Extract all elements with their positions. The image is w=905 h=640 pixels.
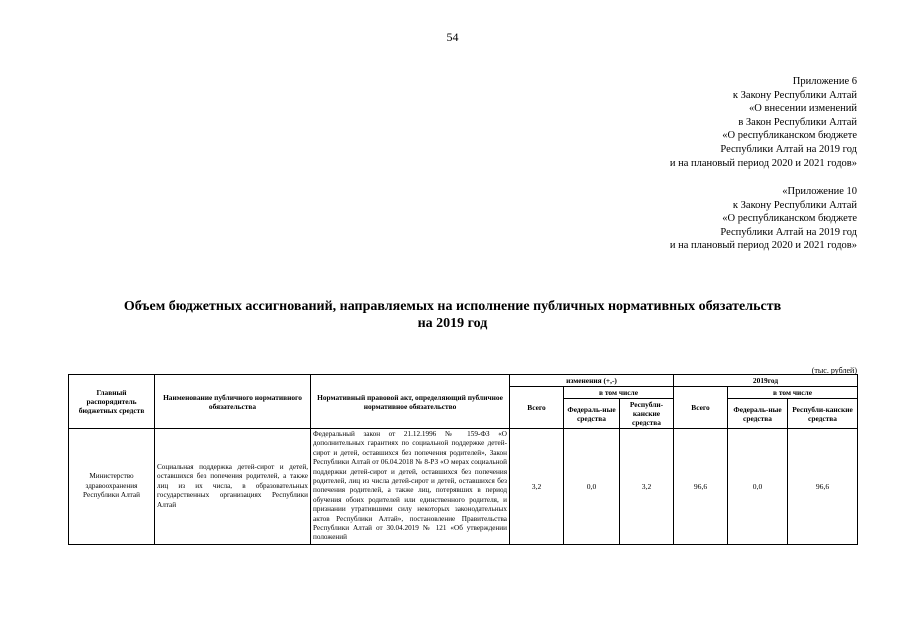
header-year-republican: Республи-канские средства bbox=[788, 399, 858, 429]
header-change-total: Всего bbox=[510, 387, 564, 429]
header-changes-group: изменения (+,-) bbox=[510, 375, 674, 387]
header-year-total: Всего bbox=[674, 387, 728, 429]
cell-obligation-name: Социальная поддержка детей-сирот и детей, оставшихся без попечения родителей, а также лиц из их числа, в образовательных государственных организациях Республики Алтай bbox=[155, 429, 311, 545]
document-title bbox=[0, 298, 905, 332]
units-note: (тыс. рублей) bbox=[811, 366, 857, 375]
appendix-line: «Приложение 10 bbox=[782, 186, 857, 197]
cell-year-federal: 0,0 bbox=[728, 429, 788, 545]
appendix-line: и на плановый период 2020 и 2021 годов» bbox=[669, 157, 857, 169]
header-year-group: 2019год bbox=[674, 375, 858, 387]
appendix-line: Республики Алтай на 2019 год bbox=[720, 143, 857, 155]
appendix-line: Приложение 6 bbox=[792, 76, 857, 87]
appendix-block-1 bbox=[670, 75, 857, 170]
header-change-republican: Республи-канские средства bbox=[620, 399, 674, 429]
cell-legal-act: Федеральный закон от 21.12.1996 № 159-ФЗ «О дополнительных гарантиях по социальной поддержке детей-сирот и детей, оставшихся без попечения родителей», Закон Республики Алтай от 06.04.2018 № 8-РЗ «О мерах социальной поддержки детей-сирот и детей, оставшихся без попечения родителей, лиц из числа детей-сирот и детей, оставшихся без попечения родителей, а также лиц, потерявших в период обучения обоих родителей или единственного родителя, и признании утратившими силу некоторых законодательных актов Республики Алтай», постановление Правительства Республики Алтай от 30.04.2019 № 121 «Об утверждении положений bbox=[311, 429, 510, 545]
header-legal-act: Нормативный правовой акт, определяющий публичное нормативное обязательство bbox=[311, 375, 510, 429]
appendix-line: к Закону Республики Алтай bbox=[732, 199, 857, 211]
cell-change-federal: 0,0 bbox=[564, 429, 620, 545]
appendix-line: Республики Алтай на 2019 год bbox=[720, 226, 857, 238]
page-number: 54 bbox=[446, 30, 459, 44]
cell-change-republican: 3,2 bbox=[620, 429, 674, 545]
header-manager: Главный распорядитель бюджетных средств bbox=[69, 375, 155, 429]
cell-change-total: 3,2 bbox=[510, 429, 564, 545]
budget-table bbox=[68, 374, 858, 545]
appendix-line: к Закону Республики Алтай bbox=[732, 89, 857, 101]
header-obligation-name: Наименование публичного нормативного обязательства bbox=[155, 375, 311, 429]
cell-year-total: 96,6 bbox=[674, 429, 728, 545]
header-year-federal: Федераль-ные средства bbox=[728, 399, 788, 429]
table-row bbox=[69, 429, 858, 545]
appendix-line: «О внесении изменений bbox=[749, 103, 857, 115]
appendix-line: «О республиканском бюджете bbox=[722, 130, 857, 142]
appendix-block-2 bbox=[670, 185, 857, 253]
header-year-including: в том числе bbox=[728, 387, 858, 399]
cell-year-republican: 96,6 bbox=[788, 429, 858, 545]
cell-manager: Министерство здравоохранения Республики Алтай bbox=[69, 429, 155, 545]
appendix-line: и на плановый период 2020 и 2021 годов» bbox=[669, 240, 857, 252]
header-change-including: в том числе bbox=[564, 387, 674, 399]
document-title-line-2: на 2019 год bbox=[417, 316, 488, 331]
appendix-line: «О республиканском бюджете bbox=[722, 213, 857, 225]
header-change-federal: Федераль-ные средства bbox=[564, 399, 620, 429]
document-title-line-1: Объем бюджетных ассигнований, направляемых на исполнение публичных нормативных обязательств bbox=[123, 299, 782, 314]
appendix-line: в Закон Республики Алтай bbox=[738, 116, 857, 128]
